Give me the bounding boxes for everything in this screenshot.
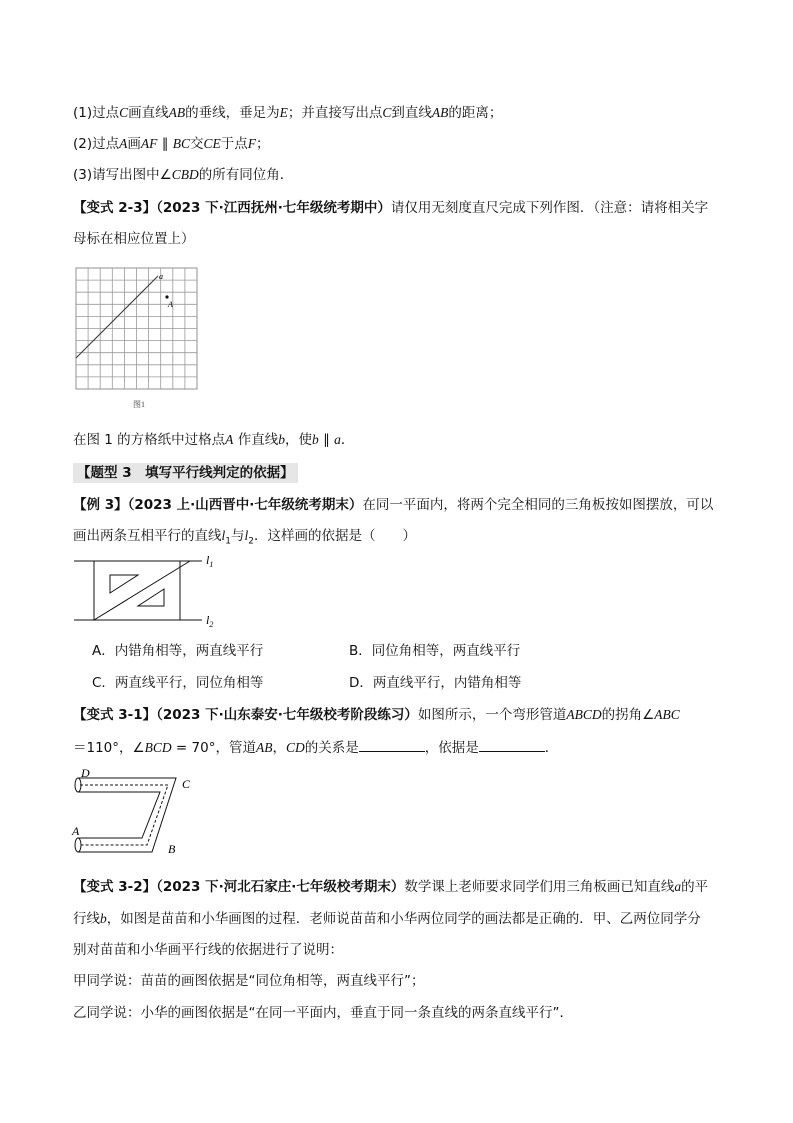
answer-blank-reason[interactable] (479, 737, 545, 752)
variant-3-2-line-3: 别对苗苗和小华画平行线的依据进行了说明： (73, 942, 343, 958)
question-part-1: (1)过点C画直线AB的垂线，垂足为E；并直接写出点C到直线AB的距离； (73, 105, 503, 121)
triangle-lower-inner (138, 589, 164, 606)
line-label: AB (431, 105, 449, 120)
label-l1: $l_1$ (206, 553, 214, 569)
pipe-inner (78, 792, 160, 838)
line-label: AB (168, 105, 186, 120)
problem-source: （2023 上·山西晋中·七年级统考期末） (127, 497, 363, 513)
problem-source: （2023 下·江西抚州·七年级统考期中） (156, 200, 391, 216)
point-label: A (119, 136, 128, 151)
line-label: BC (172, 136, 190, 151)
variant-2-3-line-2: 母标在相应位置上） (73, 231, 195, 247)
triangle-upper (94, 561, 190, 620)
option-b[interactable]: B．同位角相等，两直线平行 (349, 643, 521, 659)
point-A-label: A (168, 300, 173, 309)
triangle-ruler-figure (70, 553, 230, 633)
variant-2-3-line-1: 【变式 2-3】（2023 下·江西抚州·七年级统考期中）请仅用无刻度直尺完成下列作图．（注意：请将相关字 (73, 200, 709, 216)
problem-source: （2023 下·河北石家庄·七年级校考期末） (156, 879, 405, 895)
variant-3-2-line-5: 乙同学说：小华的画图依据是“在同一平面内，垂直于同一条直线的两条直线平行”． (73, 1005, 573, 1021)
variant-3-2-line-1: 【变式 3-2】（2023 下·河北石家庄·七年级校考期末）数学课上老师要求同学们用三角板画已知直线a的平 (73, 879, 709, 895)
label-C: C (182, 777, 191, 791)
example-3-line-1: 【例 3】（2023 上·山西晋中·七年级统考期末）在同一平面内，将两个完全相同的三角板按如图摆放，可以 (73, 497, 714, 513)
problem-source: （2023 下·山东泰安·七年级校考阶段练习） (156, 707, 418, 723)
label-D: D (81, 767, 90, 780)
line-a-label: a (159, 272, 163, 281)
point-A (165, 295, 168, 298)
variant-3-1-line-2: ＝110°，∠BCD = 70°，管道AB，CD的关系是 ，依据是 ． (73, 737, 558, 758)
grid-lines (76, 268, 197, 389)
variant-3-1-line-1: 【变式 3-1】（2023 下·山东泰安·七年级校考阶段练习）如图所示，一个弯形管道ABCD的拐角∠ABC (73, 707, 680, 723)
pipe-figure (68, 767, 208, 859)
section-heading: 【题型 3 填写平行线判定的依据】 (73, 463, 298, 483)
point-label: F (247, 136, 256, 151)
example-3-line-2: 画出两条互相平行的直线$l_1$与$l_2$．这样画的依据是（ ） (73, 528, 416, 547)
grid-task: 在图 1 的方格纸中过格点A 作直线b，使b ∥ a． (73, 432, 355, 448)
line-label: CE (203, 136, 221, 151)
triangle-lower (84, 561, 180, 620)
grid-figure (70, 262, 210, 412)
pipe-centerline (80, 785, 168, 845)
option-c[interactable]: C．两直线平行，同位角相等 (92, 675, 264, 691)
option-a[interactable]: A．内错角相等，两直线平行 (92, 643, 264, 659)
answer-blank-relation[interactable] (359, 737, 425, 752)
point-label: C (119, 105, 129, 120)
problem-tag: 【变式 3-1】 (73, 707, 157, 723)
point-label: E (279, 105, 288, 120)
triangle-upper-inner (110, 575, 138, 593)
pipe-end-bottom (75, 838, 81, 852)
question-part-2: (2)过点A画AF ∥ BC交CE于点F； (73, 136, 270, 152)
pipe-outer (78, 778, 176, 852)
angle-label: CBD (171, 167, 199, 182)
problem-tag: 【变式 2-3】 (73, 200, 157, 216)
point-label: C (382, 105, 392, 120)
question-part-3: (3)请写出图中∠CBD的所有同位角． (73, 167, 294, 183)
line-label: AF (140, 136, 158, 151)
problem-tag: 【例 3】 (73, 497, 128, 513)
variant-3-2-line-2: 行线b，如图是苗苗和小华画图的过程．老师说苗苗和小华两位同学的画法都是正确的．甲、乙两位同学分 (73, 911, 701, 927)
label-l2: $l_2$ (206, 613, 214, 629)
option-d[interactable]: D．两直线平行，内错角相等 (349, 675, 522, 691)
variant-3-2-line-4: 甲同学说：苗苗的画图依据是“同位角相等，两直线平行”； (73, 973, 425, 989)
figure-caption: 图1 (133, 400, 145, 409)
problem-tag: 【变式 3-2】 (73, 879, 157, 895)
label-B: B (168, 842, 176, 856)
label-A: A (72, 824, 80, 838)
